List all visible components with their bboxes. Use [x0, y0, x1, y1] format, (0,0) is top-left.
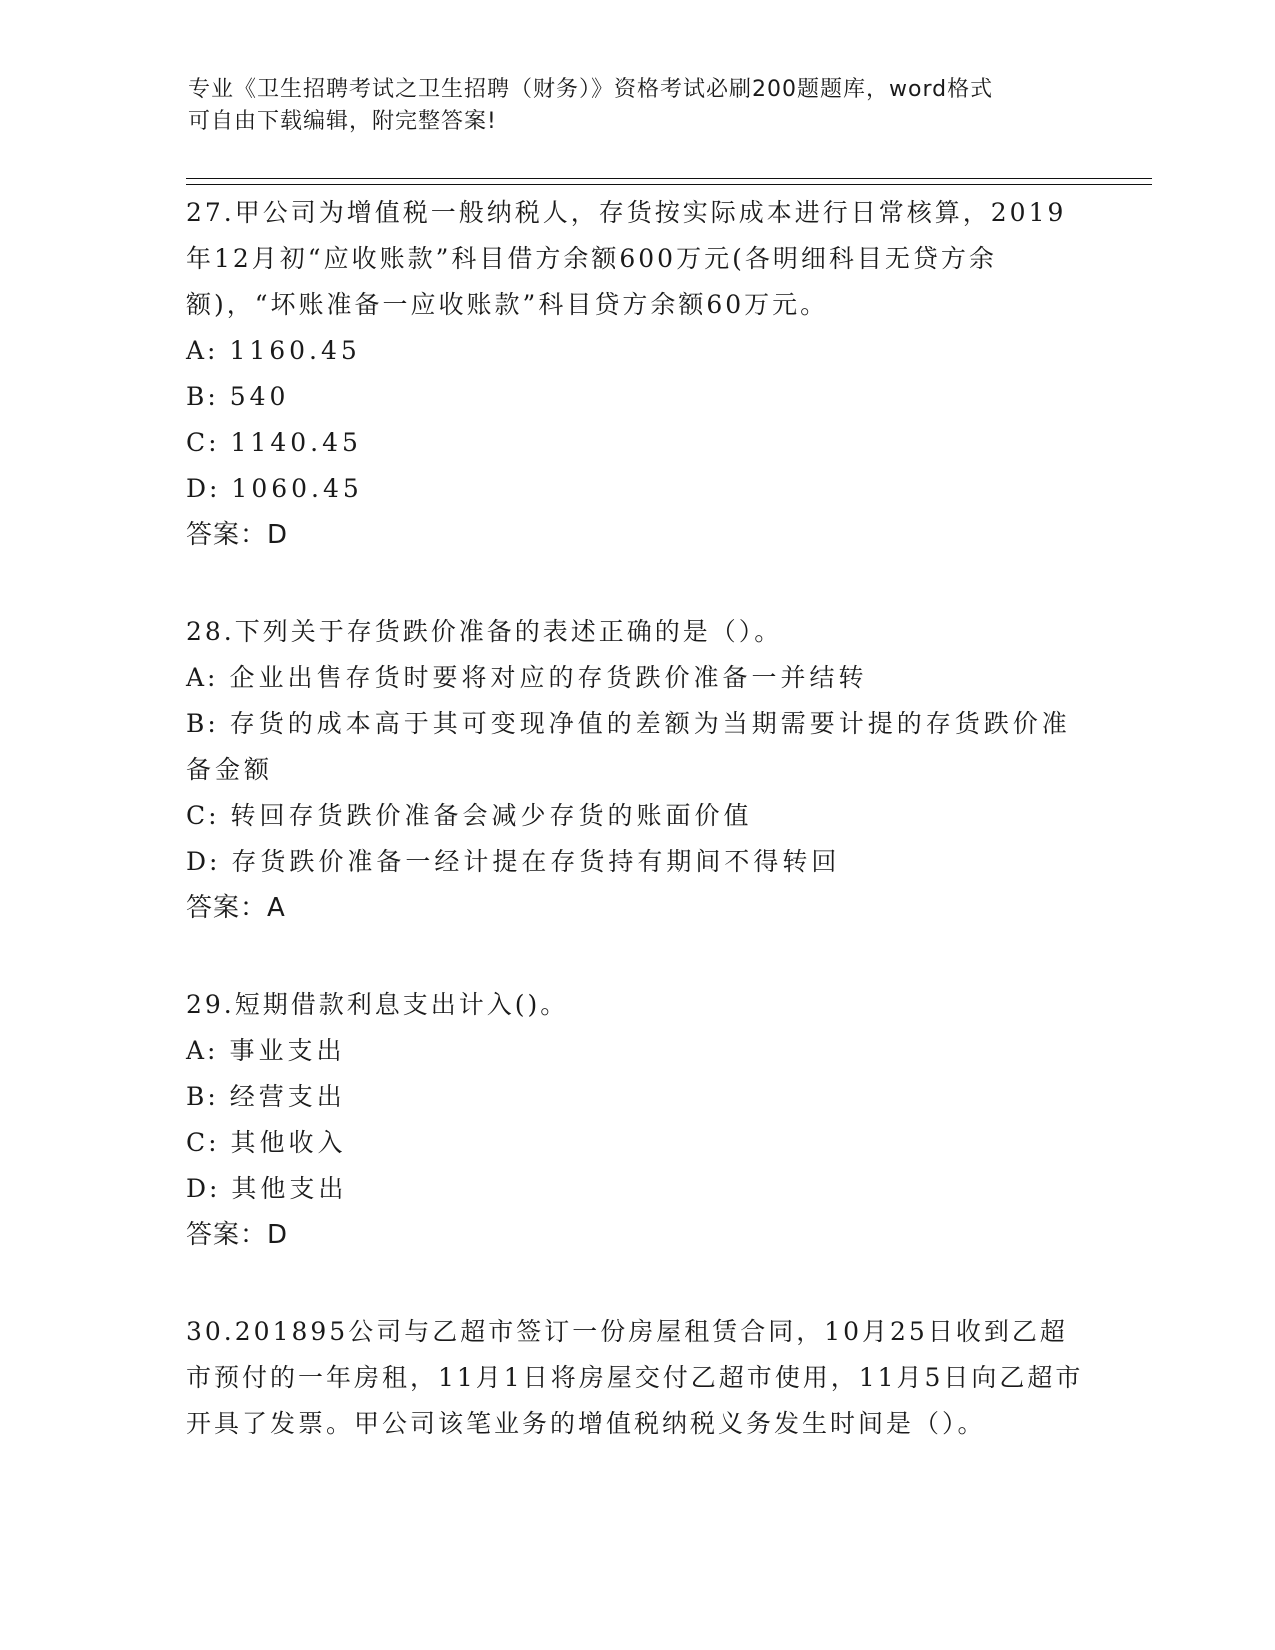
- question-text: 28.下列关于存货跌价准备的表述正确的是（）。: [186, 617, 783, 646]
- option-label: C:: [186, 801, 220, 830]
- option-a: [186, 328, 1086, 374]
- header-divider-bottom: [186, 184, 1152, 185]
- answer-line: 答案：A: [186, 893, 286, 923]
- header-line-2: 可自由下载编辑，附完整答案!: [188, 109, 497, 134]
- question-27: [186, 190, 1086, 558]
- option-d: [186, 839, 1086, 885]
- question-28: [186, 609, 1086, 931]
- option-b: [186, 1074, 1086, 1120]
- option-text: 转回存货跌价准备会减少存货的账面价值: [230, 801, 753, 830]
- option-a: [186, 655, 1086, 701]
- option-d: [186, 466, 1086, 512]
- option-label: B:: [186, 1082, 219, 1111]
- option-text: 1160.45: [229, 336, 361, 365]
- option-c: [186, 1120, 1086, 1166]
- option-text: 其他收入: [230, 1128, 347, 1157]
- option-a: [186, 1028, 1086, 1074]
- answer-line: 答案：D: [186, 520, 289, 550]
- option-text: 存货的成本高于其可变现净值的差额为当期需要计提的存货跌价准备金额: [186, 709, 1071, 784]
- question-text: 27.甲公司为增值税一般纳税人，存货按实际成本进行日常核算，2019年12月初“应收账款”科目借方余额600万元(各明细科目无贷方余额)，“坏账准备一应收账款”科目贷方余额60万元。: [186, 198, 1067, 319]
- question-30: [186, 1309, 1086, 1447]
- option-b: [186, 701, 1086, 793]
- question-text: 29.短期借款利息支出计入()。: [186, 990, 569, 1019]
- option-label: B:: [186, 709, 219, 738]
- option-label: D:: [186, 1174, 221, 1203]
- option-label: A:: [186, 336, 219, 365]
- option-d: [186, 1166, 1086, 1212]
- option-text: 其他支出: [231, 1174, 348, 1203]
- answer-line: 答案：D: [186, 1220, 289, 1250]
- header-divider-top: [186, 178, 1152, 179]
- option-c: [186, 793, 1086, 839]
- option-text: 540: [229, 382, 290, 411]
- option-text: 1140.45: [230, 428, 362, 457]
- option-text: 存货跌价准备一经计提在存货持有期间不得转回: [231, 847, 841, 876]
- option-label: A:: [186, 1036, 219, 1065]
- question-29: [186, 982, 1086, 1258]
- option-c: [186, 420, 1086, 466]
- option-label: D:: [186, 847, 221, 876]
- option-label: B:: [186, 382, 219, 411]
- option-label: C:: [186, 428, 220, 457]
- option-label: A:: [186, 663, 219, 692]
- option-text: 经营支出: [229, 1082, 346, 1111]
- question-text: 30.201895公司与乙超市签订一份房屋租赁合同，10月25日收到乙超市预付的一年房租，11月1日将房屋交付乙超市使用，11月5日向乙超市开具了发票。甲公司该笔业务的增值税纳税义务发生时间是（）。: [186, 1317, 1084, 1438]
- option-text: 1060.45: [231, 474, 363, 503]
- option-label: D:: [186, 474, 221, 503]
- document-header: [188, 74, 1068, 138]
- option-text: 企业出售存货时要将对应的存货跌价准备一并结转: [229, 663, 868, 692]
- option-text: 事业支出: [229, 1036, 346, 1065]
- question-list: [186, 190, 1086, 1498]
- option-b: [186, 374, 1086, 420]
- option-label: C:: [186, 1128, 220, 1157]
- header-line-1: 专业《卫生招聘考试之卫生招聘（财务）》资格考试必刷200题题库，word格式: [188, 77, 994, 102]
